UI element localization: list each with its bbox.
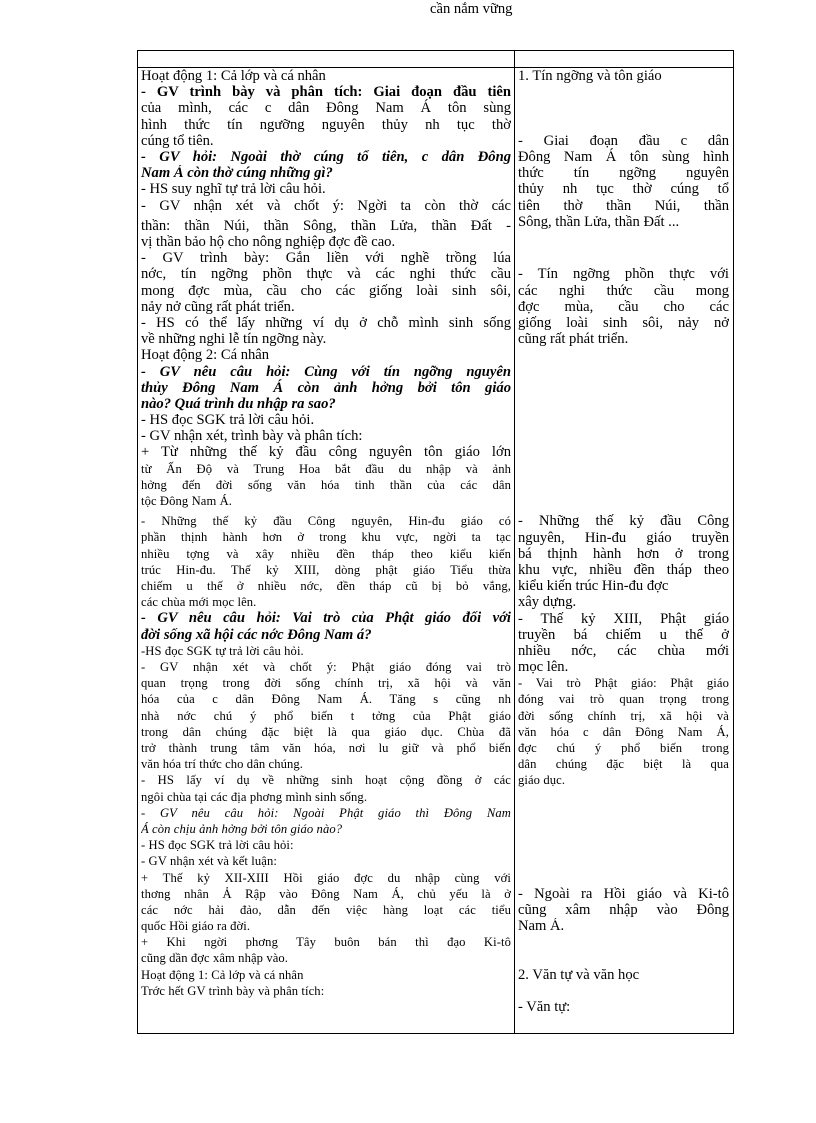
question-line: - GV nêu câu hỏi: Vai trò của Phật giáo đối với <box>141 610 511 627</box>
summary-line: - Giai đoạn đầu c dân <box>518 132 729 149</box>
summary-line: thủy nh tục thờ cúng tổ <box>518 181 729 198</box>
summary-line: dân chúng đặc biệt là qua <box>518 757 729 772</box>
spacer-line <box>518 789 729 805</box>
section-heading: 1. Tín ngỡng và tôn giáo <box>518 68 662 84</box>
summary-line: - Vai trò Phật giáo: Phật giáo <box>518 676 729 691</box>
summary-line: - Tín ngỡng phồn thực với <box>518 266 729 283</box>
text-line: của mình, các c dân Đông Nam Á tôn sùng <box>141 100 511 117</box>
spacer-line <box>518 412 729 428</box>
spacer-line <box>518 983 729 999</box>
text-line: Trớc hết GV trình bày và phân tích: <box>141 983 325 998</box>
summary-line: truyền bá chiếm u thế ở <box>518 626 729 643</box>
spacer-line <box>518 445 729 461</box>
section-heading: 2. Văn tự và văn học <box>518 966 640 983</box>
text-line: trúc Hin-đu. Thế kỷ XIII, dòng phật giáo Tiểu thừa <box>141 562 511 577</box>
knowledge-column <box>518 68 729 1034</box>
summary-line: giống loài sinh sôi, nảy nở <box>518 314 729 331</box>
activity-heading: Hoạt động 1: Cả lớp và cá nhân <box>141 967 304 982</box>
spacer-line <box>518 364 729 380</box>
text-line: - GV nhận xét và kết luận: <box>141 854 277 869</box>
summary-line: đợc chú ý phổ biến trong <box>518 741 729 756</box>
spacer-line <box>518 493 729 509</box>
spacer-line <box>518 347 729 363</box>
summary-line: thức tín ngỡng nguyên <box>518 165 729 182</box>
text-line: - HS lấy ví dụ về những sinh hoạt cộng đồng ở các <box>141 773 511 788</box>
activity-heading: Hoạt động 2: Cá nhân <box>141 347 270 364</box>
spacer-line <box>518 477 729 493</box>
text-line: - HS đọc SGK trả lời câu hỏi. <box>141 412 315 429</box>
spacer-line <box>518 821 729 837</box>
spacer-line <box>518 230 729 246</box>
summary-line: nhiều nớc, các chùa mới <box>518 642 729 659</box>
spacer-line <box>518 951 729 967</box>
summary-line: tiên thờ thần Núi, thần <box>518 197 729 214</box>
text-line: mong đợc mùa, cầu cho các giống loài sinh sôi, <box>141 282 511 299</box>
summary-line: Nam Á. <box>518 918 565 935</box>
text-line: nảy nở cũng rất phát triển. <box>141 298 295 315</box>
summary-line: - Ngoài ra Hồi giáo và Ki-tô <box>518 885 729 902</box>
text-line: từ Ấn Độ và Trung Hoa bắt đầu du nhập và ảnh <box>141 461 511 476</box>
text-line: hóa của c dân Đông Nam Á. Tăng s cũng nh <box>141 692 511 707</box>
spacer-line <box>518 246 729 262</box>
text-line: nớc, tín ngỡng phồn thực và các nghi thức cầu <box>141 266 511 283</box>
summary-line: kiểu kiến trúc Hin-đu đợc <box>518 578 669 595</box>
question-line: đời sống xã hội các nớc Đông Nam á? <box>141 626 372 643</box>
text-line: các chùa mới mọc lên. <box>141 595 257 610</box>
summary-line: - Văn tự: <box>518 999 571 1016</box>
text-line: -HS đọc SGK tự trả lời câu hỏi. <box>141 643 304 658</box>
text-line: quốc Hồi giáo ra đời. <box>141 919 251 934</box>
text-line: - GV nhận xét và chốt ý: Ngời ta còn thờ các <box>141 197 511 214</box>
text-line: Hoạt động 1: Cả lớp và cá nhân <box>141 68 326 84</box>
text-line: vị thần bảo hộ cho nông nghiệp đợc đề cao. <box>141 233 396 250</box>
spacer-line <box>518 853 729 869</box>
summary-line: nguyên, Hin-đu giáo truyền <box>518 529 729 546</box>
summary-line: đời sống chính trị, xã hội và <box>518 708 729 723</box>
question-line: Nam Á còn thờ cúng những gì? <box>141 165 333 182</box>
text-line: hởng đến đời sống văn hóa tinh thần của các dân <box>141 477 511 492</box>
text-line: nhà nớc chú ý phổ biến t tởng của Phật giáo <box>141 708 511 723</box>
text-line: về những nghi lễ tín ngỡng này. <box>141 331 327 348</box>
summary-line: bá thịnh hành hơn ở trong <box>518 545 729 562</box>
header-right-text: cần nắm vững <box>430 1 513 17</box>
text-line: - GV nhận xét, trình bày và phân tích: <box>141 428 363 445</box>
summary-line: cũng xâm nhập vào Đông <box>518 902 729 918</box>
text-line: văn hóa trí thức cho dân chúng. <box>141 757 304 772</box>
text-line: các nớc hải đảo, dẫn đến việc hàng loạt các tiểu <box>141 902 511 917</box>
text-line: thần: thần Núi, thần Sông, thần Lửa, thần Đất - <box>141 217 511 234</box>
spacer-line <box>518 428 729 444</box>
question-line: Á còn chịu ảnh hởng bởi tôn giáo nào? <box>141 821 343 836</box>
question-line: nào? Quá trình du nhập ra sao? <box>141 395 336 412</box>
question-line: - GV hỏi: Ngoài thờ cúng tổ tiên, c dân Đông <box>141 148 511 165</box>
summary-line: các nghi thức cầu mong <box>518 282 729 299</box>
question-line: thủy Đông Nam Á còn ảnh hởng bởi tôn giáo <box>141 379 511 396</box>
activities-column <box>141 68 511 1034</box>
text-line: - GV nhận xét và chốt ý: Phật giáo đóng vai trò <box>141 659 511 674</box>
text-line: phần thịnh hành hơn ở trong khu vực, ngời ta tạc <box>141 530 511 545</box>
spacer-line <box>518 870 729 886</box>
spacer-line <box>518 396 729 412</box>
summary-line: Sông, thần Lửa, thần Đất ... <box>518 213 680 230</box>
question-line: - GV nêu câu hỏi: Ngoài Phật giáo thì Đông Nam <box>141 805 511 820</box>
summary-line: Đông Nam Á tôn sùng hình <box>518 149 729 165</box>
text-line: - GV trình bày: Gắn liền với nghề trồng lúa <box>141 250 511 267</box>
spacer-line <box>518 84 729 100</box>
text-line: nhiều tợng và xây nhiều đền tháp theo kiểu kiến <box>141 546 511 561</box>
text-line: - HS suy nghĩ tự trả lời câu hỏi. <box>141 181 326 198</box>
text-line: - HS đọc SGK trả lời câu hỏi: <box>141 838 294 853</box>
spacer-line <box>518 837 729 853</box>
spacer-line <box>518 100 729 116</box>
summary-line: đóng vai trò quan trọng trong <box>518 692 729 707</box>
summary-line: mọc lên. <box>518 659 569 676</box>
spacer-line <box>518 805 729 821</box>
summary-line: giáo dục. <box>518 773 566 788</box>
text-line: - Những thế kỷ đầu Công nguyên, Hin-đu giáo có <box>141 514 511 529</box>
text-line: tộc Đông Nam Á. <box>141 494 233 509</box>
text-line: ngôi chùa tại các địa phơng mình sinh sống. <box>141 789 368 804</box>
text-line: + Thế kỷ XII-XIII Hồi giáo đợc du nhập cùng với <box>141 870 511 885</box>
spacer-line <box>518 934 729 950</box>
summary-line: văn hóa c dân Đông Nam Á, <box>518 724 729 739</box>
summary-line: xây dựng. <box>518 594 577 611</box>
text-line: + Khi ngời phơng Tây buôn bán thì đạo Ki-tô <box>141 935 511 950</box>
text-line: chiếm u thế ở nhiều nớc, đền tháp cũ bị bỏ vắng, <box>141 579 511 593</box>
text-line: quan trọng trong đời sống chính trị, xã hội và văn <box>141 676 511 691</box>
text-line: - GV trình bày và phân tích: Giai đoạn đầu tiên <box>141 84 511 101</box>
column-divider <box>514 51 515 1033</box>
spacer-line <box>518 380 729 396</box>
summary-line: - Thế kỷ XIII, Phật giáo <box>518 610 729 627</box>
question-line: - GV nêu câu hỏi: Cùng với tín ngỡng nguyên <box>141 363 511 380</box>
text-line: trong dân chúng đặc biệt là qua giáo dục. Chùa đã <box>141 724 511 739</box>
text-line: thơng nhân Ả Rập vào Đông Nam Á, chủ yếu là ở <box>141 886 511 901</box>
text-line: + Từ những thế kỷ đầu công nguyên tôn giáo lớn <box>141 444 511 461</box>
summary-line: cũng rất phát triển. <box>518 331 629 348</box>
summary-line: khu vực, nhiều đền tháp theo <box>518 561 729 578</box>
text-line: - HS có thể lấy những ví dụ ở chỗ mình sinh sống <box>141 314 511 331</box>
text-line: trở thành trung tâm văn hóa, nơi lu giữ và phổ biến <box>141 740 511 755</box>
summary-line: đợc mùa, cầu cho các <box>518 298 729 315</box>
text-line: cúng tổ tiên. <box>141 132 214 149</box>
text-line: hình thức tín ngưỡng nguyên thủy nh tục thờ <box>141 116 511 133</box>
summary-line: - Những thế kỷ đầu Công <box>518 513 729 530</box>
text-line: cũng dần đợc xâm nhập vào. <box>141 951 289 966</box>
spacer-line <box>518 117 729 133</box>
spacer-line <box>518 461 729 477</box>
